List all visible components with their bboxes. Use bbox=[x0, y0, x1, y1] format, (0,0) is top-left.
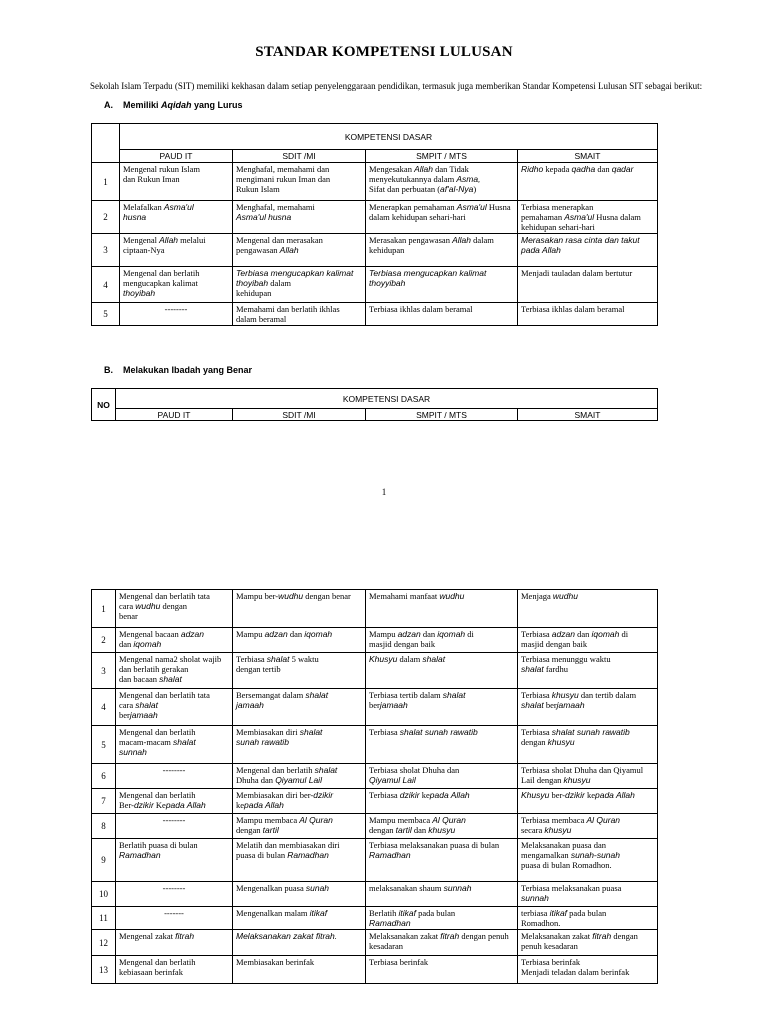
table-row bbox=[92, 930, 658, 956]
document-title: STANDAR KOMPETENSI LULUSAN bbox=[255, 44, 513, 60]
section-b-letter: B. bbox=[104, 365, 113, 375]
cell-line: -------- bbox=[162, 883, 186, 893]
table-a-header-smait: SMAIT bbox=[518, 150, 658, 163]
cell-line: Terbiasa berinfak bbox=[369, 957, 429, 967]
cell-line: Khusyu dalam shalat bbox=[369, 654, 446, 664]
cell-sdit bbox=[233, 234, 366, 267]
cell-smpit bbox=[366, 726, 518, 764]
table-b-header-no: NO bbox=[92, 389, 116, 421]
cell-line: kehidupan sehari-hari bbox=[521, 222, 595, 232]
table-row bbox=[92, 726, 658, 764]
table-ibadah bbox=[91, 589, 658, 984]
row-number: 13 bbox=[92, 956, 116, 984]
cell-smpit bbox=[366, 930, 518, 956]
section-b-title: Melakukan Ibadah yang Benar bbox=[123, 365, 253, 375]
cell-smpit bbox=[366, 163, 518, 201]
cell-line: Ridho kepada qadha dan qadar bbox=[521, 164, 634, 174]
cell-line: Menghafal, memahami dan bbox=[236, 164, 330, 174]
cell-paud bbox=[120, 234, 233, 267]
cell-smait bbox=[518, 628, 658, 653]
cell-paud bbox=[120, 201, 233, 234]
cell-line: Mengenal dan berlatih bbox=[119, 790, 196, 800]
cell-line: Melafalkan Asma'ul bbox=[123, 202, 194, 212]
table-a-header-sdit: SDIT /MI bbox=[233, 150, 366, 163]
table-row bbox=[92, 590, 658, 628]
cell-smpit bbox=[366, 689, 518, 726]
cell-paud bbox=[116, 590, 233, 628]
cell-sdit bbox=[233, 956, 366, 984]
cell-sdit bbox=[233, 814, 366, 839]
cell-smpit bbox=[366, 814, 518, 839]
section-a-letter: A. bbox=[104, 100, 113, 110]
table-b-header-sdit: SDIT /MI bbox=[233, 409, 366, 421]
section-a-heading bbox=[104, 100, 243, 110]
cell-line: Terbiasa shalat sunah rawatib bbox=[369, 727, 478, 737]
cell-line: Merasakan pengawasan Allah dalam bbox=[369, 235, 494, 245]
cell-line: Mengenal dan berlatih bbox=[123, 268, 200, 278]
cell-smait bbox=[518, 267, 658, 303]
cell-line: puasa di bulan Romadhon. bbox=[521, 860, 612, 870]
page-number: 1 bbox=[381, 487, 387, 497]
cell-line: cara shalat bbox=[119, 700, 158, 710]
cell-line: Memahami manfaat wudhu bbox=[369, 591, 465, 601]
table-aqidah bbox=[91, 123, 658, 326]
table-row bbox=[92, 303, 658, 326]
cell-smait bbox=[518, 590, 658, 628]
cell-line: Terbiasa mengucapkan kalimat bbox=[369, 268, 487, 278]
cell-line: Terbiasa shalat sunah rawatib bbox=[521, 727, 630, 737]
cell-line: dan iqomah bbox=[119, 639, 162, 649]
cell-smait bbox=[518, 882, 658, 907]
cell-line: Qiyamul Lail bbox=[369, 775, 416, 785]
cell-sdit bbox=[233, 590, 366, 628]
cell-line: Terbiasa ikhlas dalam beramal bbox=[521, 304, 625, 314]
section-a-title-post: yang Lurus bbox=[191, 100, 243, 110]
cell-line: Terbiasa sholat Dhuha dan bbox=[369, 765, 460, 775]
cell-line: Melaksanakan puasa dan bbox=[521, 840, 606, 850]
row-number: 1 bbox=[92, 590, 116, 628]
cell-line: Mampu ber-wudhu dengan benar bbox=[236, 591, 351, 601]
cell-line: kesadaran bbox=[369, 941, 403, 951]
row-number: 5 bbox=[92, 726, 116, 764]
cell-line: Menjadi tauladan dalam bertutur bbox=[521, 268, 633, 278]
cell-smpit bbox=[366, 653, 518, 689]
cell-smait bbox=[518, 726, 658, 764]
cell-line: dan berlatih gerakan bbox=[119, 664, 189, 674]
cell-line: -------- bbox=[162, 815, 186, 825]
cell-smait bbox=[518, 234, 658, 267]
table-a-group-header: KOMPETENSI DASAR bbox=[120, 124, 658, 150]
cell-line: dengan khusyu bbox=[521, 737, 575, 747]
cell-paud bbox=[120, 303, 233, 326]
table-row bbox=[92, 163, 658, 201]
cell-line: thoyibah bbox=[123, 288, 156, 298]
cell-line: dalam beramal bbox=[236, 314, 287, 324]
table-b-group-header: KOMPETENSI DASAR bbox=[116, 389, 658, 409]
table-row bbox=[92, 628, 658, 653]
cell-line: Dhuha dan Qiyamul Lail bbox=[236, 775, 322, 785]
cell-line: Rukun Islam bbox=[236, 184, 280, 194]
cell-line: Mampu adzan dan iqomah bbox=[236, 629, 333, 639]
table-row bbox=[92, 764, 658, 789]
cell-sdit bbox=[233, 163, 366, 201]
cell-line: Terbiasa membaca Al Quran bbox=[521, 815, 621, 825]
cell-line: Ber-dzikir Kepada Allah bbox=[119, 800, 206, 810]
cell-paud bbox=[116, 839, 233, 882]
cell-paud bbox=[120, 163, 233, 201]
cell-smpit bbox=[366, 789, 518, 814]
cell-line: Menjaga wudhu bbox=[521, 591, 578, 601]
row-number: 2 bbox=[92, 628, 116, 653]
cell-line: Terbiasa shalat 5 waktu bbox=[236, 654, 319, 664]
cell-paud bbox=[116, 726, 233, 764]
cell-smait bbox=[518, 201, 658, 234]
cell-line: Terbiasa khusyu dan tertib dalam bbox=[521, 690, 637, 700]
cell-sdit bbox=[233, 628, 366, 653]
cell-line: Menerapkan pemahaman Asma'ul Husna bbox=[369, 202, 511, 212]
cell-line: mengimani rukun Iman dan bbox=[236, 174, 331, 184]
cell-paud bbox=[116, 907, 233, 930]
row-number: 3 bbox=[92, 653, 116, 689]
cell-sdit bbox=[233, 882, 366, 907]
table-row bbox=[92, 907, 658, 930]
cell-line: Melaksanakan zakat fitrah dengan bbox=[521, 931, 638, 941]
table-a-header-paud: PAUD IT bbox=[120, 150, 233, 163]
row-number: 6 bbox=[92, 764, 116, 789]
cell-line: husna bbox=[123, 212, 147, 222]
table-a-corner bbox=[92, 124, 120, 150]
cell-line: Romadhon. bbox=[521, 918, 561, 928]
cell-smpit bbox=[366, 628, 518, 653]
table-row bbox=[92, 689, 658, 726]
cell-line: dengan tertib bbox=[236, 664, 281, 674]
table-row bbox=[92, 814, 658, 839]
table-b-header-smpit: SMPIT / MTS bbox=[366, 409, 518, 421]
cell-line: Mampu adzan dan iqomah di bbox=[369, 629, 474, 639]
cell-line: sunnah bbox=[521, 893, 549, 903]
table-a-corner-2 bbox=[92, 150, 120, 163]
cell-line: melaksanakan shaum sunnah bbox=[369, 883, 472, 893]
cell-line: thoyibah dalam bbox=[236, 278, 292, 288]
cell-line: Ramadhan bbox=[119, 850, 161, 860]
cell-line: kepada Allah bbox=[236, 800, 284, 810]
cell-line: ciptaan-Nya bbox=[123, 245, 165, 255]
cell-line: Membiasakan diri ber-dzikir bbox=[236, 790, 334, 800]
cell-line: ------- bbox=[164, 908, 184, 918]
cell-line: pada Allah bbox=[521, 245, 561, 255]
cell-smait bbox=[518, 303, 658, 326]
cell-smait bbox=[518, 163, 658, 201]
cell-line: Mengenal dan berlatih tata bbox=[119, 690, 210, 700]
cell-paud bbox=[116, 764, 233, 789]
row-number: 1 bbox=[92, 163, 120, 201]
cell-line: Ramadhan bbox=[369, 850, 411, 860]
cell-sdit bbox=[233, 764, 366, 789]
cell-line: Melaksanakan zakat fitrah dengan penuh bbox=[369, 931, 509, 941]
section-a-title-em: Aqidah bbox=[161, 100, 192, 110]
cell-line: mengamalkan sunah-sunah bbox=[521, 850, 620, 860]
cell-line: Terbiasa tertib dalam shalat bbox=[369, 690, 466, 700]
cell-sdit bbox=[233, 839, 366, 882]
cell-line: sunah rawatib bbox=[236, 737, 289, 747]
row-number: 4 bbox=[92, 689, 116, 726]
table-row bbox=[92, 267, 658, 303]
cell-line: kehidupan bbox=[236, 288, 272, 298]
cell-line: Bersemangat dalam shalat bbox=[236, 690, 329, 700]
cell-line: Menjadi teladan dalam berinfak bbox=[521, 967, 630, 977]
cell-line: Melatih dan membiasakan diri bbox=[236, 840, 340, 850]
row-number: 5 bbox=[92, 303, 120, 326]
cell-line: Mengenal zakat fitrah bbox=[119, 931, 195, 941]
cell-paud bbox=[116, 930, 233, 956]
cell-smpit bbox=[366, 590, 518, 628]
cell-line: Asma'ul husna bbox=[236, 212, 292, 222]
table-b-header-paud: PAUD IT bbox=[116, 409, 233, 421]
cell-line: Mengenalkan malam itikaf bbox=[236, 908, 328, 918]
cell-sdit bbox=[233, 930, 366, 956]
cell-line: kebiasaan berinfak bbox=[119, 967, 183, 977]
cell-line: Berlatih itikaf pada bulan bbox=[369, 908, 456, 918]
cell-line: Memahami dan berlatih ikhlas bbox=[236, 304, 340, 314]
cell-line: Mengenal bacaan adzan bbox=[119, 629, 205, 639]
cell-smpit bbox=[366, 907, 518, 930]
cell-smait bbox=[518, 764, 658, 789]
cell-line: Mengenal nama2 sholat wajib bbox=[119, 654, 222, 664]
table-ibadah-header bbox=[91, 388, 658, 421]
cell-line: Mampu membaca Al Quran bbox=[369, 815, 466, 825]
cell-smait bbox=[518, 956, 658, 984]
cell-line: pengawasan Allah bbox=[236, 245, 299, 255]
cell-line: Mengenalkan puasa sunah bbox=[236, 883, 330, 893]
cell-line: macam-macam shalat bbox=[119, 737, 196, 747]
cell-sdit bbox=[233, 789, 366, 814]
cell-line: dan Rukun Iman bbox=[123, 174, 180, 184]
cell-paud bbox=[116, 653, 233, 689]
cell-line: -------- bbox=[162, 765, 186, 775]
row-number: 11 bbox=[92, 907, 116, 930]
row-number: 8 bbox=[92, 814, 116, 839]
table-b-header-smait: SMAIT bbox=[518, 409, 658, 421]
cell-line: Merasakan rasa cinta dan takut bbox=[521, 235, 640, 245]
cell-paud bbox=[116, 814, 233, 839]
cell-sdit bbox=[233, 303, 366, 326]
cell-sdit bbox=[233, 201, 366, 234]
cell-line: -------- bbox=[164, 304, 188, 314]
cell-line: Mengenal rukun Islam bbox=[123, 164, 200, 174]
cell-sdit bbox=[233, 689, 366, 726]
row-number: 7 bbox=[92, 789, 116, 814]
cell-sdit bbox=[233, 653, 366, 689]
cell-paud bbox=[116, 882, 233, 907]
cell-line: Berlatih puasa di bulan bbox=[119, 840, 198, 850]
cell-line: Mengenal dan berlatih shalat bbox=[236, 765, 338, 775]
cell-line: Terbiasa dzikir kepada Allah bbox=[369, 790, 470, 800]
cell-smpit bbox=[366, 234, 518, 267]
cell-line: Terbiasa menunggu waktu bbox=[521, 654, 611, 664]
cell-line: Sifat dan perbuatan (af'al-Nya) bbox=[369, 184, 477, 194]
cell-smpit bbox=[366, 267, 518, 303]
cell-line: shalat berjamaah bbox=[521, 700, 585, 710]
table-row bbox=[92, 653, 658, 689]
cell-smait bbox=[518, 689, 658, 726]
cell-line: Terbiasa menerapkan bbox=[521, 202, 594, 212]
table-row bbox=[92, 956, 658, 984]
cell-smpit bbox=[366, 882, 518, 907]
cell-line: shalat fardhu bbox=[521, 664, 568, 674]
cell-line: dan bacaan shalat bbox=[119, 674, 182, 684]
cell-line: Mengenal dan merasakan bbox=[236, 235, 323, 245]
cell-line: Lail dengan khusyu bbox=[521, 775, 591, 785]
section-a-title-pre: Memiliki bbox=[123, 100, 162, 110]
table-row bbox=[92, 201, 658, 234]
table-row bbox=[92, 882, 658, 907]
cell-smpit bbox=[366, 956, 518, 984]
cell-line: Terbiasa ikhlas dalam beramal bbox=[369, 304, 473, 314]
cell-sdit bbox=[233, 907, 366, 930]
row-number: 12 bbox=[92, 930, 116, 956]
cell-smpit bbox=[366, 201, 518, 234]
cell-smpit bbox=[366, 764, 518, 789]
cell-line: Terbiasa melaksanakan puasa di bulan bbox=[369, 840, 500, 850]
cell-paud bbox=[116, 956, 233, 984]
cell-line: Khusyu ber-dzikir kepada Allah bbox=[521, 790, 635, 800]
row-number: 9 bbox=[92, 839, 116, 882]
cell-sdit bbox=[233, 726, 366, 764]
cell-line: terbiasa itikaf pada bulan bbox=[521, 908, 607, 918]
cell-paud bbox=[116, 628, 233, 653]
table-row bbox=[92, 839, 658, 882]
cell-line: mengucapkan kalimat bbox=[123, 278, 198, 288]
row-number: 3 bbox=[92, 234, 120, 267]
cell-line: Terbiasa mengucapkan kalimat bbox=[236, 268, 354, 278]
cell-line: Mengenal dan berlatih tata bbox=[119, 591, 210, 601]
cell-line: sunnah bbox=[119, 747, 147, 757]
section-b-heading bbox=[104, 365, 252, 375]
cell-line: kehidupan bbox=[369, 245, 405, 255]
cell-line: benar bbox=[119, 611, 138, 621]
cell-line: dalam kehidupan sehari-hari bbox=[369, 212, 466, 222]
cell-line: dengan tartil bbox=[236, 825, 279, 835]
cell-line: Terbiasa sholat Dhuha dan Qiyamul bbox=[521, 765, 644, 775]
cell-line: Terbiasa adzan dan iqomah di bbox=[521, 629, 629, 639]
cell-line: dengan tartil dan khusyu bbox=[369, 825, 456, 835]
cell-line: Mampu membaca Al Quran bbox=[236, 815, 333, 825]
cell-paud bbox=[116, 789, 233, 814]
cell-sdit bbox=[233, 267, 366, 303]
cell-line: Menghafal, memahami bbox=[236, 202, 315, 212]
table-row bbox=[92, 789, 658, 814]
cell-smpit bbox=[366, 839, 518, 882]
cell-smpit bbox=[366, 303, 518, 326]
cell-smait bbox=[518, 814, 658, 839]
cell-line: berjamaah bbox=[369, 700, 408, 710]
cell-line: Membiasakan diri shalat bbox=[236, 727, 323, 737]
cell-line: secara khusyu bbox=[521, 825, 572, 835]
cell-smait bbox=[518, 907, 658, 930]
cell-line: Mengenal Allah melalui bbox=[123, 235, 206, 245]
cell-paud bbox=[116, 689, 233, 726]
cell-line: thoyyibah bbox=[369, 278, 406, 288]
row-number: 2 bbox=[92, 201, 120, 234]
row-number: 10 bbox=[92, 882, 116, 907]
cell-line: Membiasakan berinfak bbox=[236, 957, 315, 967]
cell-line: masjid dengan baik bbox=[521, 639, 588, 649]
cell-smait bbox=[518, 789, 658, 814]
cell-line: Terbiasa melaksanakan puasa bbox=[521, 883, 622, 893]
cell-line: jamaah bbox=[236, 700, 264, 710]
cell-line: menyekutukannya dalam Asma, bbox=[369, 174, 481, 184]
table-row bbox=[92, 234, 658, 267]
cell-line: berjamaah bbox=[119, 710, 158, 720]
cell-line: Mengenal dan berlatih bbox=[119, 957, 196, 967]
row-number: 4 bbox=[92, 267, 120, 303]
intro-paragraph: Sekolah Islam Terpadu (SIT) memiliki kekhasan dalam setiap penyelenggaraan pendidikan, termasuk juga memberikan Standar Kompetensi Lulusan SIT sebagai berikut: bbox=[90, 81, 703, 91]
cell-line: Ramadhan bbox=[369, 918, 411, 928]
cell-smait bbox=[518, 653, 658, 689]
cell-line: penuh kesadaran bbox=[521, 941, 578, 951]
cell-line: cara wudhu dengan bbox=[119, 601, 188, 611]
cell-paud bbox=[120, 267, 233, 303]
cell-line: pemahaman Asma'ul Husna dalam bbox=[521, 212, 641, 222]
cell-line: Terbiasa berinfak bbox=[521, 957, 581, 967]
cell-smait bbox=[518, 839, 658, 882]
cell-line: Mengenal dan berlatih bbox=[119, 727, 196, 737]
cell-line: Melaksanakan zakat fitrah. bbox=[236, 931, 338, 941]
cell-line: masjid dengan baik bbox=[369, 639, 436, 649]
cell-line: Mengesakan Allah dan Tidak bbox=[369, 164, 469, 174]
cell-line: puasa di bulan Ramadhan bbox=[236, 850, 329, 860]
table-a-header-smpit: SMPIT / MTS bbox=[366, 150, 518, 163]
cell-smait bbox=[518, 930, 658, 956]
